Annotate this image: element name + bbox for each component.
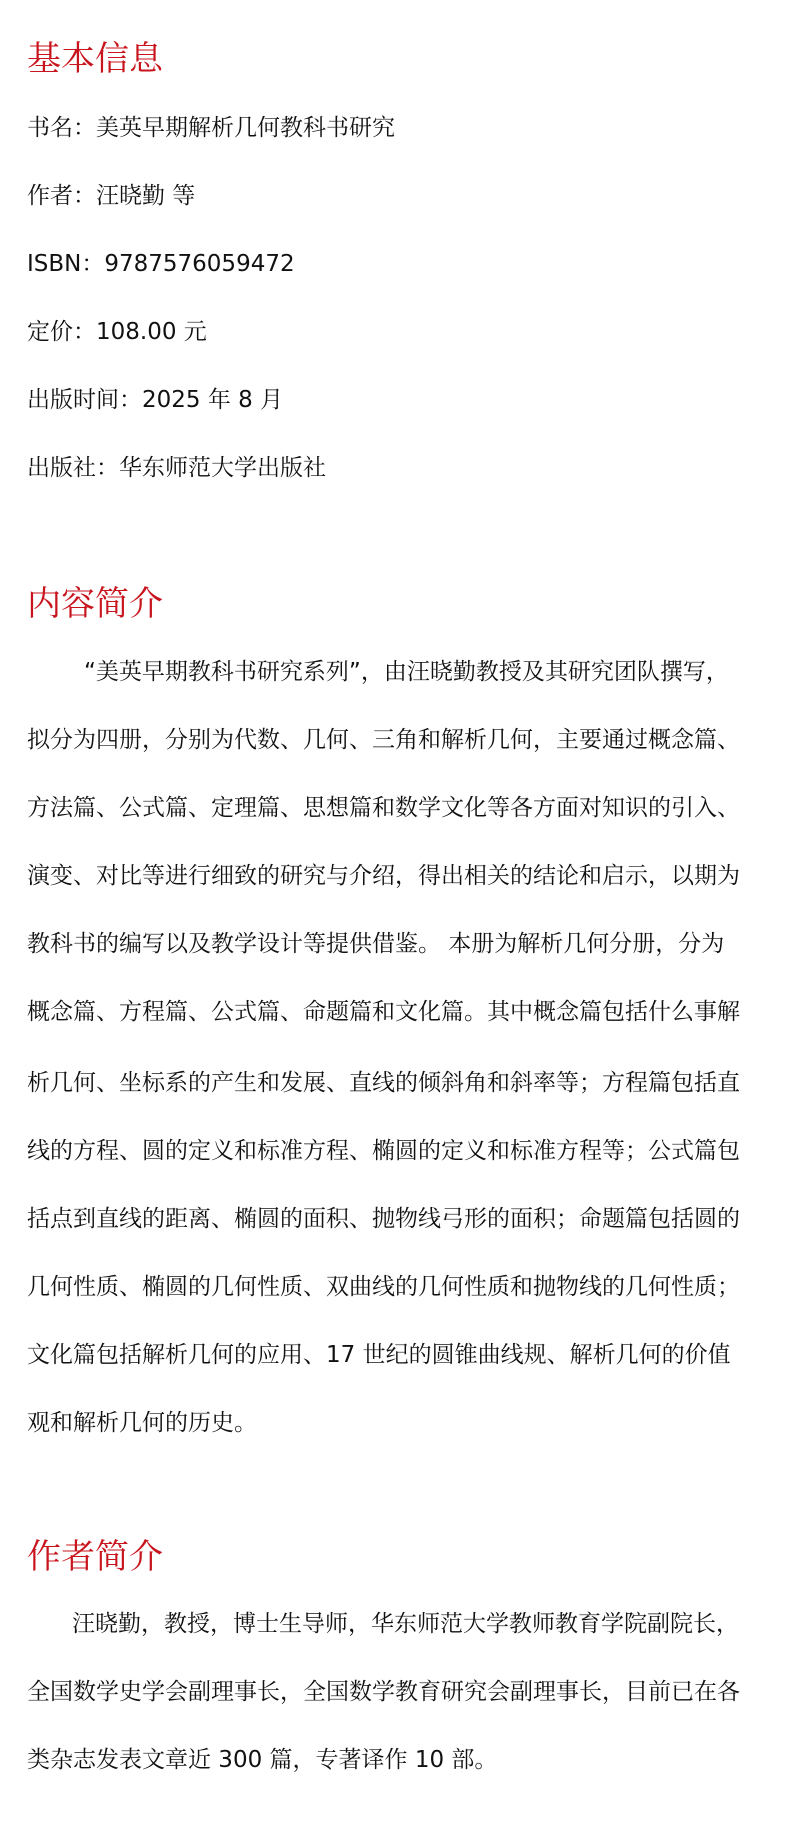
summary-line: 几何性质、椭圆的几何性质、双曲线的几何性质和抛物线的几何性质； [27,1274,740,1300]
summary-line: 线的方程、圆的定义和标准方程、椭圆的定义和标准方程等；公式篇包 [27,1138,740,1164]
publish-date-line: 出版时间：2025 年 8 月 [27,387,284,413]
summary-line: 演变、对比等进行细致的研究与介绍，得出相关的结论和启示，以期为 [27,863,740,889]
summary-line: 教科书的编写以及教学设计等提供借鉴。 本册为解析几何分册，分为 [27,931,725,957]
section-heading-basic-info: 基本信息 [27,39,163,79]
summary-line: 概念篇、方程篇、公式篇、命题篇和文化篇。其中概念篇包括什么事解 [27,999,740,1025]
summary-line: 拟分为四册，分别为代数、几何、三角和解析几何，主要通过概念篇、 [27,727,740,753]
section-heading-summary: 内容简介 [27,584,163,624]
section-heading-author-intro: 作者简介 [27,1537,163,1577]
summary-line: 方法篇、公式篇、定理篇、思想篇和数学文化等各方面对知识的引入、 [27,795,740,821]
summary-line: 文化篇包括解析几何的应用、17 世纪的圆锥曲线规、解析几何的价值 [27,1342,731,1368]
book-title-line: 书名：美英早期解析几何教科书研究 [27,115,395,141]
isbn-line: ISBN：9787576059472 [27,251,295,277]
summary-line: 析几何、坐标系的产生和发展、直线的倾斜角和斜率等；方程篇包括直 [27,1070,740,1096]
publisher-line: 出版社：华东师范大学出版社 [27,455,326,481]
author-intro-line: 全国数学史学会副理事长，全国数学教育研究会副理事长，目前已在各 [27,1679,740,1705]
summary-line: 观和解析几何的历史。 [27,1410,257,1436]
author-intro-line: 汪晓勤，教授，博士生导师，华东师范大学教师教育学院副院长， [72,1611,739,1637]
summary-line: 括点到直线的距离、椭圆的面积、抛物线弓形的面积；命题篇包括圆的 [27,1206,740,1232]
author-intro-line: 类杂志发表文章近 300 篇，专著译作 10 部。 [27,1747,498,1773]
price-line: 定价：108.00 元 [27,319,207,345]
summary-line: “美英早期教科书研究系列”，由汪晓勤教授及其研究团队撰写， [84,659,729,685]
author-line: 作者：汪晓勤 等 [27,183,196,209]
